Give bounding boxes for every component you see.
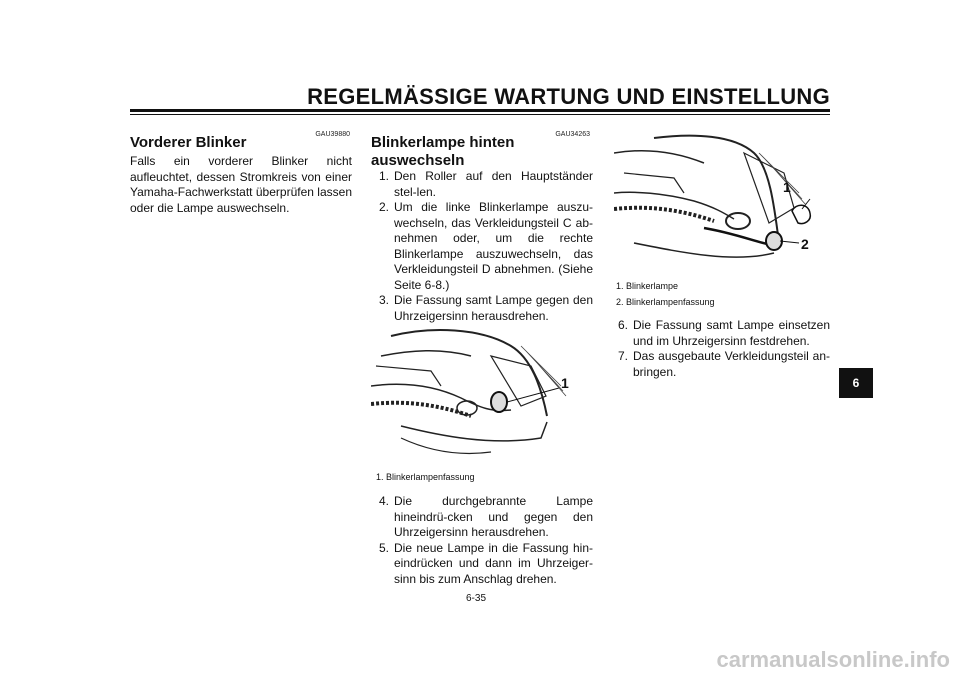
- figure-caption: 1. Blinkerlampenfassung: [376, 472, 475, 482]
- list-item: [614, 349, 830, 380]
- header-rule-thin: [130, 114, 830, 115]
- step-number: 3.: [379, 293, 390, 307]
- watermark: carmanualsonline.info: [716, 647, 950, 672]
- section-heading: Vorderer Blinker: [130, 134, 247, 151]
- figure-caption: 1. Blinkerlampe: [616, 281, 679, 291]
- list-item: [375, 293, 593, 324]
- step-number: 6.: [618, 318, 629, 332]
- page-number: 6-35: [466, 593, 487, 604]
- figure-label: 1: [783, 179, 791, 195]
- chapter-tab: 6: [839, 368, 873, 398]
- list-item: [375, 494, 593, 541]
- step-list: [614, 318, 830, 380]
- figure-label: 1: [561, 375, 569, 391]
- list-item: [375, 169, 593, 200]
- page-title: REGELMÄSSIGE WARTUNG UND EINSTELLUNG: [307, 84, 830, 109]
- figure-rear-lamp-socket: [371, 326, 595, 462]
- step-number: 7.: [618, 349, 629, 363]
- step-text: Um die linke Blinkerlampe auszu-wechseln, das Verkleidungsteil C ab-nehmen oder, um die rechte Blinkerlampe auszuwechseln, das Verkleidungsteil D abnehmen. (Siehe Seite 6-8.): [394, 200, 593, 292]
- step-text: Die durchgebrannte Lampe hineindrü-cken und gegen den Uhrzeigersinn herausdrehen.: [394, 494, 593, 539]
- step-list: [375, 494, 593, 587]
- step-number: 5.: [379, 540, 390, 555]
- section-heading: [371, 134, 514, 170]
- figure-caption: 2. Blinkerlampenfassung: [616, 297, 715, 307]
- step-text: Die Fassung samt Lampe einsetzen und im Uhrzeigersinn festdrehen.: [633, 318, 830, 348]
- section-heading-line: auswechseln: [371, 152, 465, 169]
- step-number: 1.: [379, 169, 390, 183]
- section-body: Falls ein vorderer Blinker nicht aufleuchtet, dessen Stromkreis von einer Yamaha-Fachwerkstatt überprüfen lassen oder die Lampe auswechseln.: [130, 154, 352, 215]
- step-list: [375, 169, 593, 324]
- step-text: Den Roller auf den Hauptständer stel-len.: [394, 169, 593, 199]
- list-item: [614, 318, 830, 349]
- figure-label: 2: [801, 236, 809, 252]
- section-code: GAU39880: [315, 131, 350, 138]
- step-text: Die Fassung samt Lampe gegen den Uhrzeigersinn herausdrehen.: [394, 293, 593, 323]
- section-heading-line: Blinkerlampe hinten: [371, 134, 515, 151]
- header-rule: [130, 109, 830, 112]
- section-code: GAU34263: [555, 131, 590, 138]
- step-number: 2.: [379, 200, 390, 214]
- list-item: [375, 200, 593, 293]
- step-number: 4.: [379, 494, 390, 508]
- step-text: Die neue Lampe in die Fassung hin-eindrücken und dann im Uhrzeiger-sinn bis zum Anschlag drehen.: [394, 540, 593, 586]
- step-text: Das ausgebaute Verkleidungsteil an-bringen.: [633, 349, 830, 379]
- list-item: [375, 541, 593, 588]
